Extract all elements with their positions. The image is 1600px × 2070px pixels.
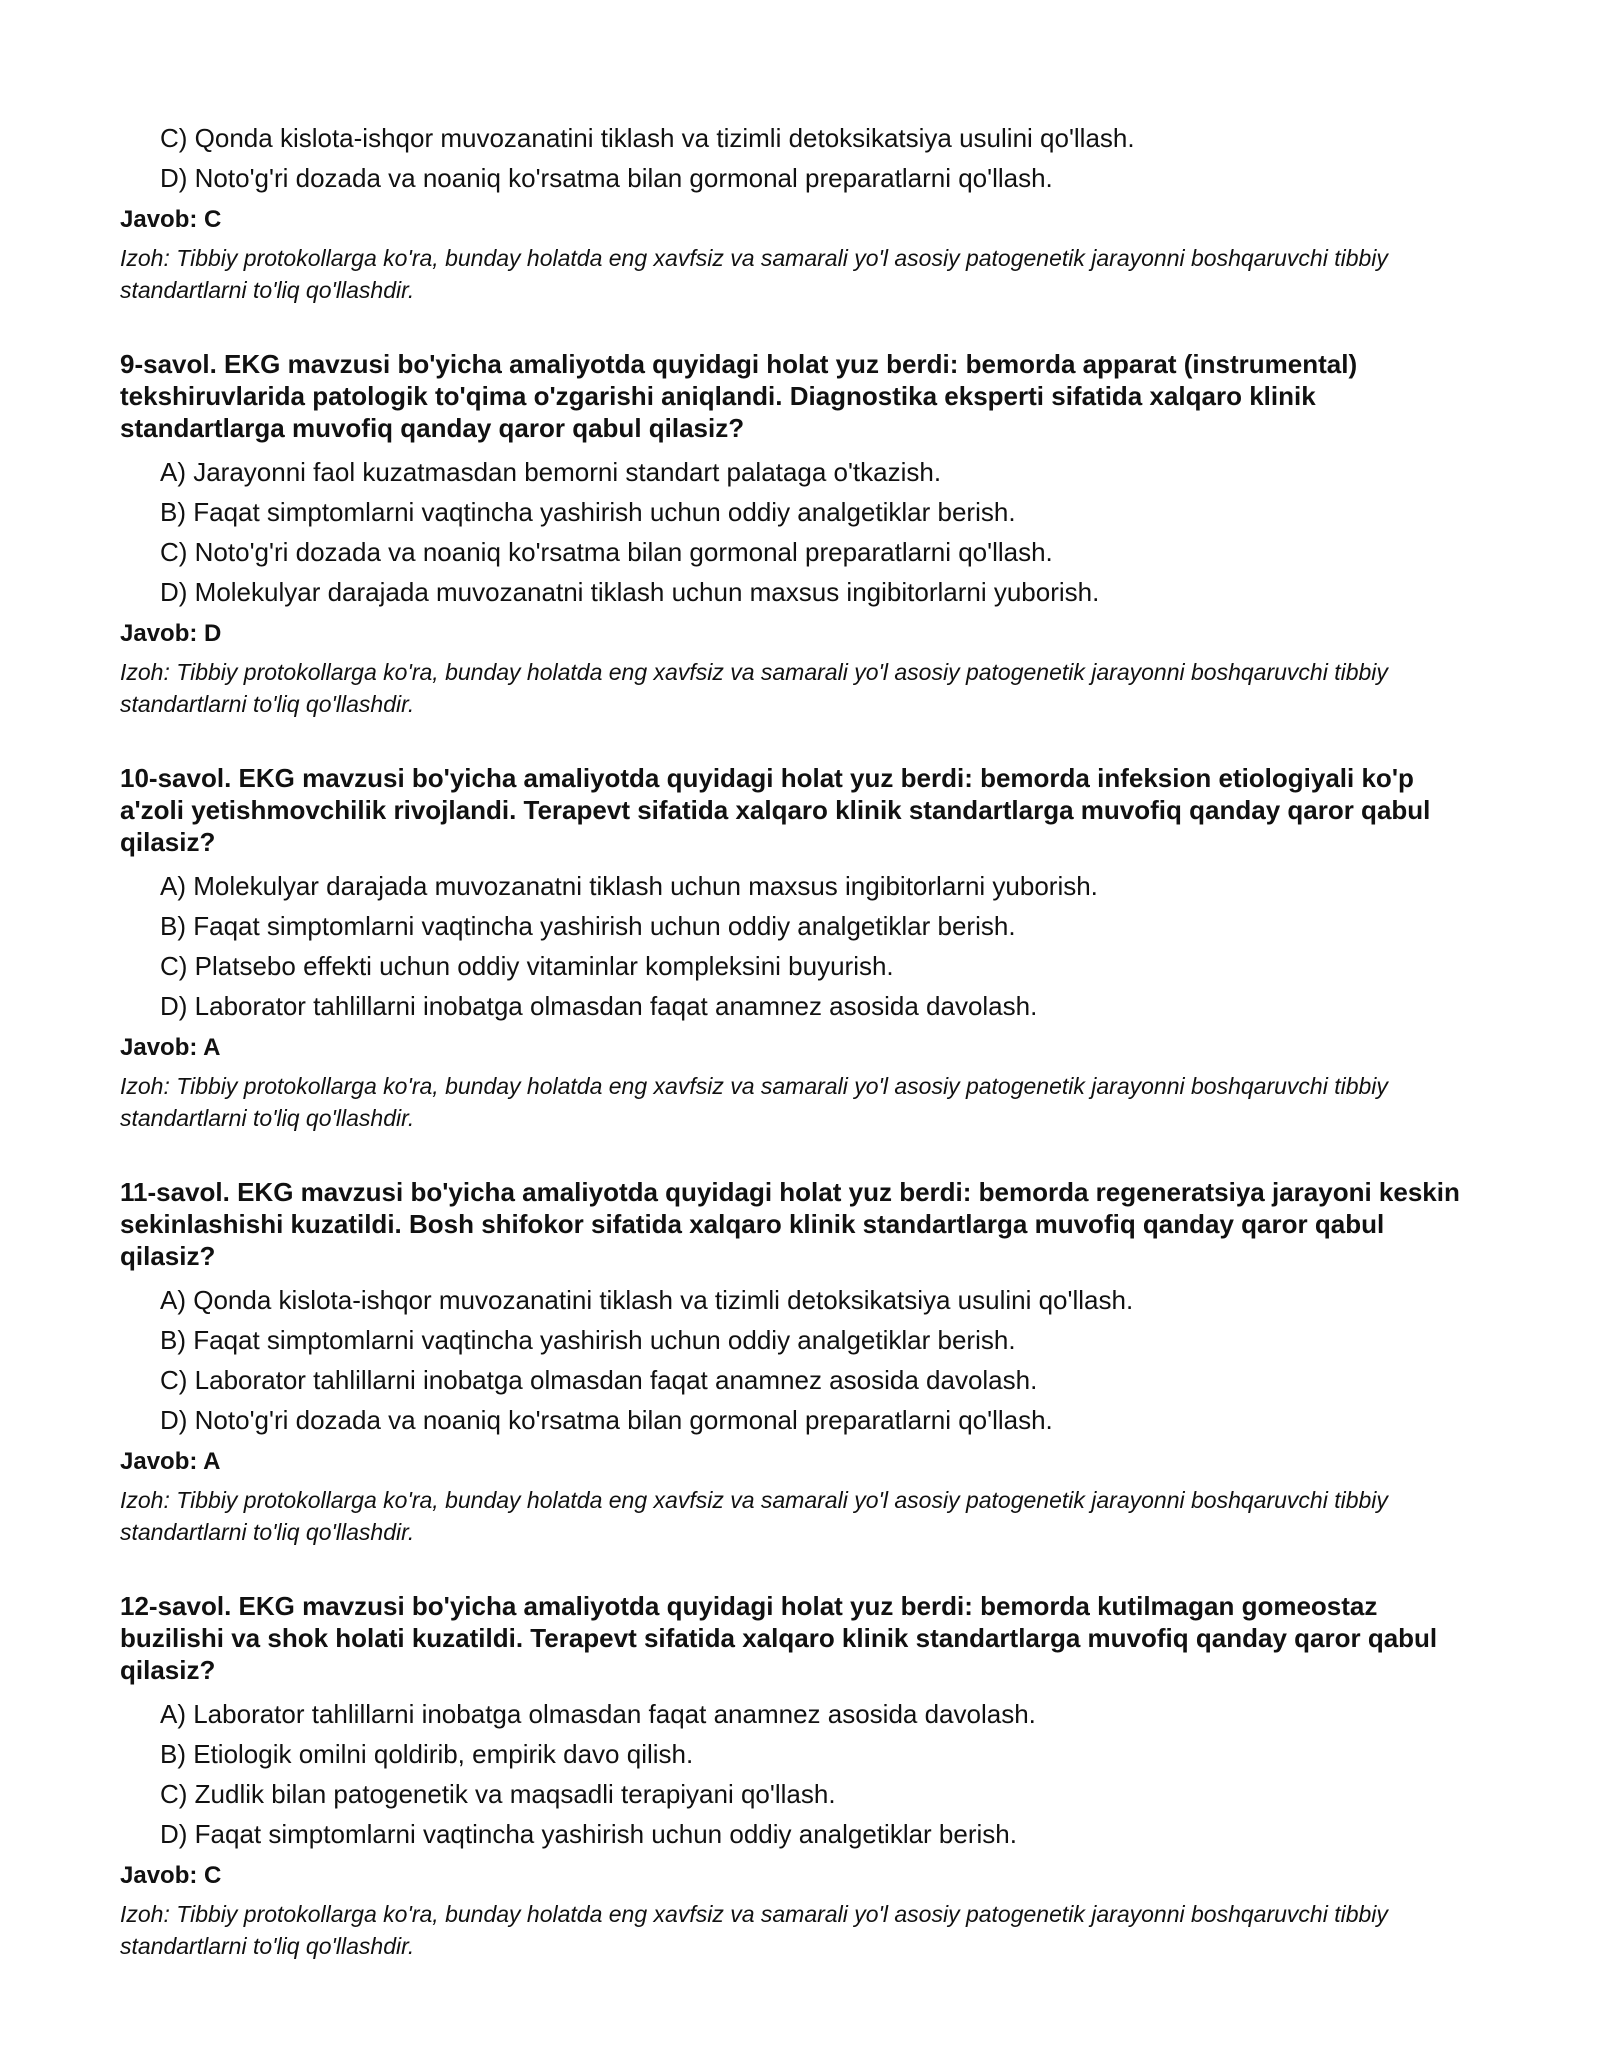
option-a: A) Molekulyar darajada muvozanatni tiklash uchun maxsus ingibitorlarni yuborish. [160,871,1098,901]
option-d: D) Noto'g'ri dozada va noaniq ko'rsatma bilan gormonal preparatlarni qo'llash. [160,1405,1053,1435]
document-page [120,118,1480,1962]
option-b: B) Etiologik omilni qoldirib, empirik davo qilish. [160,1739,694,1769]
explanation-note: Izoh: Tibbiy protokollarga ko'ra, bunday holatda eng xavfsiz va samarali yo'l asosiy patogenetik jarayonni boshqaruvchi tibbiy standartlarni to'liq qo'llashdir. [120,245,1388,303]
option-a: A) Jarayonni faol kuzatmasdan bemorni standart palataga o'tkazish. [160,457,942,487]
option-d: D) Faqat simptomlarni vaqtincha yashirish uchun oddiy analgetiklar berish. [160,1819,1017,1849]
explanation-note: Izoh: Tibbiy protokollarga ko'ra, bunday holatda eng xavfsiz va samarali yo'l asosiy patogenetik jarayonni boshqaruvchi tibbiy standartlarni to'liq qo'llashdir. [120,1487,1388,1545]
option-a: A) Laborator tahlillarni inobatga olmasdan faqat anamnez asosida davolash. [160,1699,1036,1729]
question-text: 12-savol. EKG mavzusi bo'yicha amaliyotda quyidagi holat yuz berdi: bemorda kutilmagan gomeostaz buzilishi va shok holati kuzatildi. Terapevt sifatida xalqaro klinik standartlarga muvofiq qanday qaror qabul qilasiz? [120,1591,1438,1685]
option-c: C) Zudlik bilan patogenetik va maqsadli terapiyani qo'llash. [160,1779,836,1809]
option-d: D) Noto'g'ri dozada va noaniq ko'rsatma bilan gormonal preparatlarni qo'llash. [160,163,1053,193]
question-11 [120,1176,1480,1548]
answer-label: Javob: A [120,1034,221,1061]
explanation-note: Izoh: Tibbiy protokollarga ko'ra, bunday holatda eng xavfsiz va samarali yo'l asosiy patogenetik jarayonni boshqaruvchi tibbiy standartlarni to'liq qo'llashdir. [120,1901,1388,1959]
answer-label: Javob: A [120,1448,221,1475]
question-12 [120,1590,1480,1962]
question-text: 10-savol. EKG mavzusi bo'yicha amaliyotda quyidagi holat yuz berdi: bemorda infeksion etiologiyali ko'p a'zoli yetishmovchilik rivojlandi. Terapevt sifatida xalqaro klinik standartlarga muvofiq qanday qaror qabul qilasiz? [120,763,1431,857]
option-a: A) Qonda kislota-ishqor muvozanatini tiklash va tizimli detoksikatsiya usulini qo'llash. [160,1285,1134,1315]
option-b: B) Faqat simptomlarni vaqtincha yashirish uchun oddiy analgetiklar berish. [160,1325,1016,1355]
option-b: B) Faqat simptomlarni vaqtincha yashirish uchun oddiy analgetiklar berish. [160,911,1016,941]
question-text: 11-savol. EKG mavzusi bo'yicha amaliyotda quyidagi holat yuz berdi: bemorda regeneratsiya jarayoni keskin sekinlashishi kuzatildi. Bosh shifokor sifatida xalqaro klinik standartlarga muvofiq qanday qaror qabul qilasiz? [120,1177,1460,1271]
option-c: C) Noto'g'ri dozada va noaniq ko'rsatma bilan gormonal preparatlarni qo'llash. [160,537,1053,567]
answer-label: Javob: C [120,206,222,233]
option-c: C) Platsebo effekti uchun oddiy vitaminlar kompleksini buyurish. [160,951,894,981]
question-9 [120,348,1480,720]
answer-label: Javob: D [120,620,222,647]
option-d: D) Laborator tahlillarni inobatga olmasdan faqat anamnez asosida davolash. [160,991,1038,1021]
explanation-note: Izoh: Tibbiy protokollarga ko'ra, bunday holatda eng xavfsiz va samarali yo'l asosiy patogenetik jarayonni boshqaruvchi tibbiy standartlarni to'liq qo'llashdir. [120,659,1388,717]
answer-label: Javob: C [120,1862,222,1889]
option-c: C) Qonda kislota-ishqor muvozanatini tiklash va tizimli detoksikatsiya usulini qo'llash. [160,123,1135,153]
explanation-note: Izoh: Tibbiy protokollarga ko'ra, bunday holatda eng xavfsiz va samarali yo'l asosiy patogenetik jarayonni boshqaruvchi tibbiy standartlarni to'liq qo'llashdir. [120,1073,1388,1131]
option-c: C) Laborator tahlillarni inobatga olmasdan faqat anamnez asosida davolash. [160,1365,1038,1395]
question-10 [120,762,1480,1134]
option-d: D) Molekulyar darajada muvozanatni tiklash uchun maxsus ingibitorlarni yuborish. [160,577,1100,607]
question-8-continuation [120,118,1480,306]
option-b: B) Faqat simptomlarni vaqtincha yashirish uchun oddiy analgetiklar berish. [160,497,1016,527]
question-text: 9-savol. EKG mavzusi bo'yicha amaliyotda quyidagi holat yuz berdi: bemorda apparat (instrumental) tekshiruvlarida patologik to'qima o'zgarishi aniqlandi. Diagnostika eksperti sifatida xalqaro klinik standartlarga muvofiq qanday qaror qabul qilasiz? [120,349,1358,443]
